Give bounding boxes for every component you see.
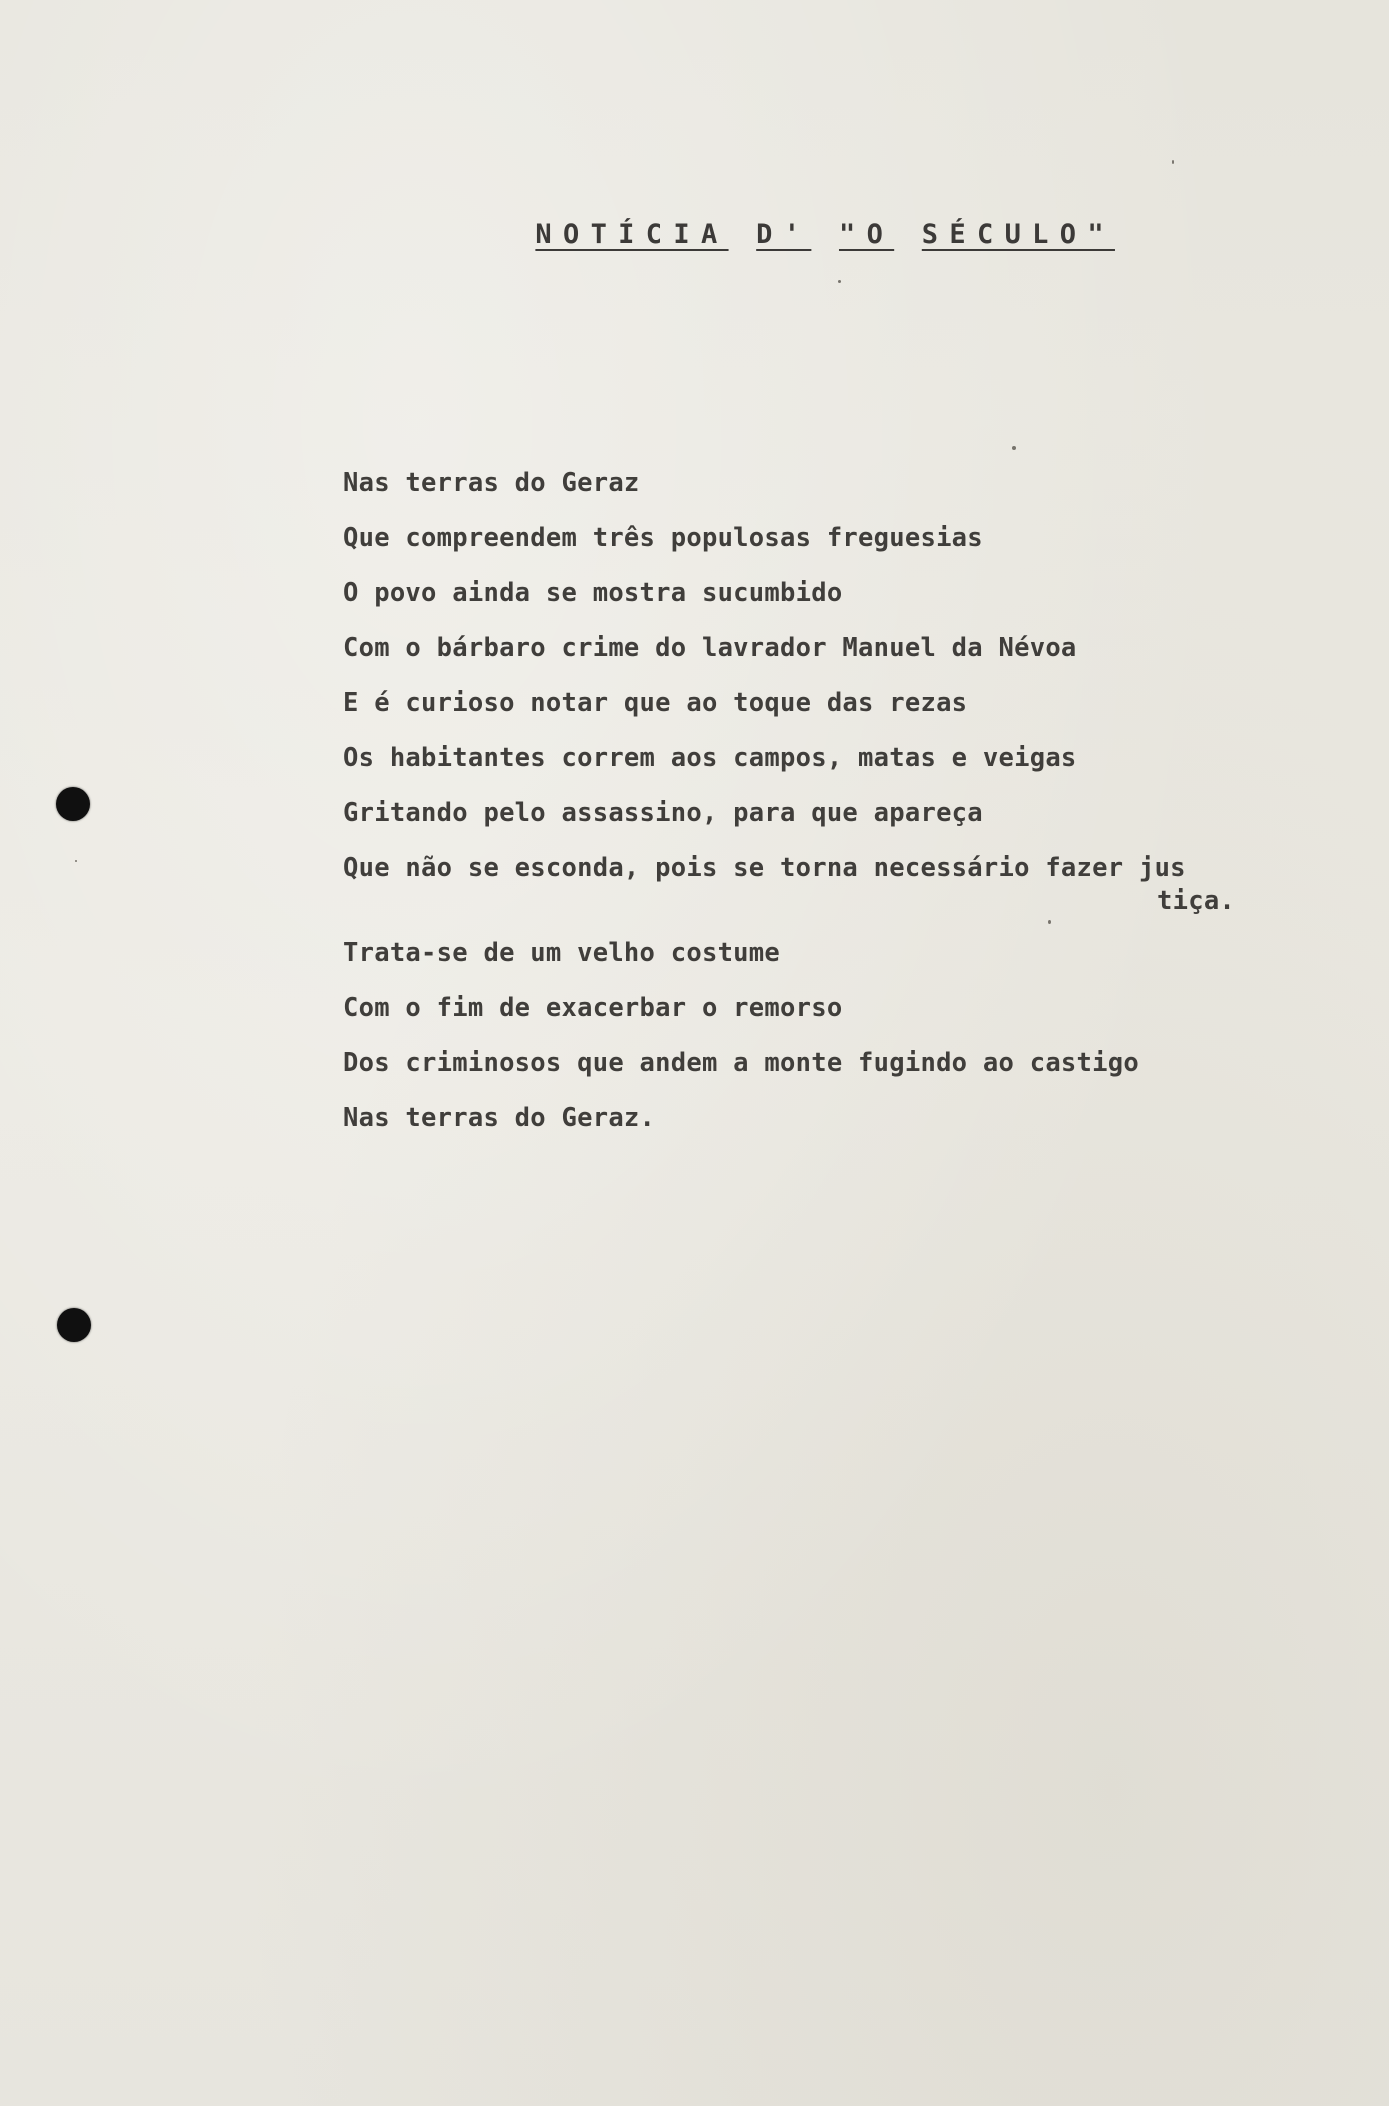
paper-speck <box>1012 446 1016 450</box>
poem-line-10: Com o fim de exacerbar o remorso <box>343 993 843 1023</box>
poem-line-8: Que não se esconda, pois se torna necessário fazer jus <box>343 853 1186 883</box>
document-title <box>425 188 1115 281</box>
poem-line-6: Os habitantes correm aos campos, matas e veigas <box>343 743 1077 773</box>
paper-speck <box>1048 920 1051 924</box>
poem-line-9: Trata-se de um velho costume <box>343 938 781 968</box>
title-word-d: D' <box>756 219 812 250</box>
title-word-noticia: NOTÍCIA <box>535 219 729 250</box>
title-word-o: "O <box>838 219 895 250</box>
poem-line-4: Com o bárbaro crime do lavrador Manuel da Névoa <box>343 633 1077 663</box>
paper-speck <box>838 280 841 283</box>
poem-line-12: Nas terras do Geraz. <box>343 1103 656 1133</box>
poem-line-11: Dos criminosos que andem a monte fugindo ao castigo <box>343 1048 1139 1078</box>
punch-hole-bottom <box>57 1308 91 1342</box>
poem-line-7: Gritando pelo assassino, para que apareça <box>343 798 983 828</box>
poem-line-2: Que compreendem três populosas freguesias <box>343 523 983 553</box>
title-word-seculo: SÉCULO" <box>921 219 1115 250</box>
poem-line-5: E é curioso notar que ao toque das rezas <box>343 688 968 718</box>
poem-line-1: Nas terras do Geraz <box>343 468 640 498</box>
paper-speck <box>1172 160 1174 164</box>
paper-speck <box>75 860 77 862</box>
punch-hole-top <box>56 787 90 821</box>
poem-line-3: O povo ainda se mostra sucumbido <box>343 578 843 608</box>
poem-line-8-continuation: tiça. <box>1157 886 1236 916</box>
